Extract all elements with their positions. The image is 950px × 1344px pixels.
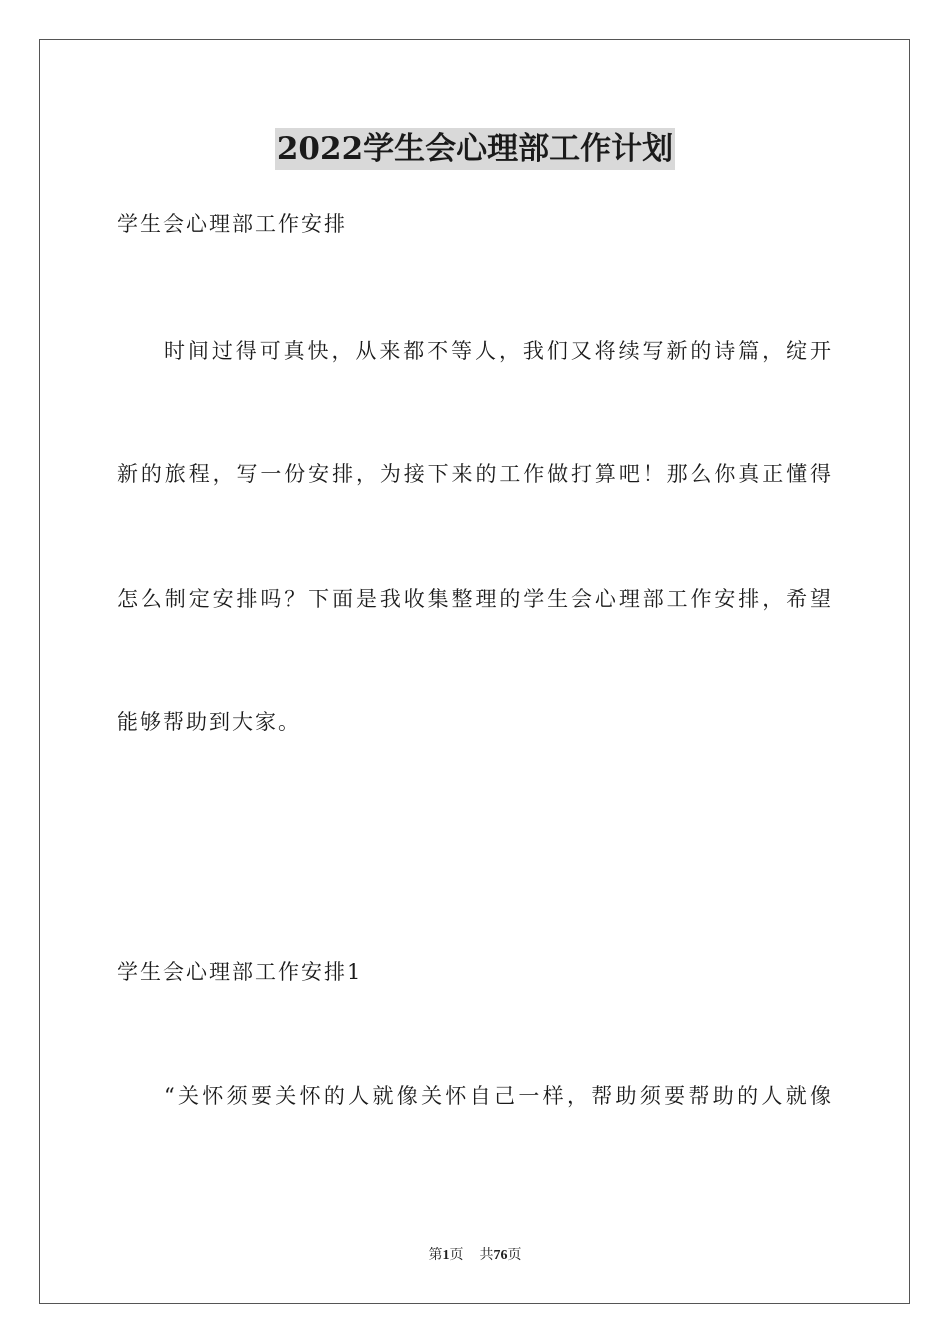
paragraph-line: 新的旅程，写一份安排，为接下来的工作做打算吧！那么你真正懂得 [117, 462, 833, 486]
document-title: 2022学生会心理部工作计划 [275, 128, 675, 170]
total-label-prefix: 共 [479, 1248, 494, 1263]
section-heading: 学生会心理部工作安排1 [117, 960, 363, 984]
total-pages: 76 [493, 1248, 508, 1263]
total-label-suffix: 页 [507, 1248, 522, 1263]
page-number: 1 [442, 1248, 450, 1263]
page-label-suffix: 页 [449, 1248, 464, 1263]
paragraph-line: 时间过得可真快，从来都不等人，我们又将续写新的诗篇，绽开 [164, 339, 833, 363]
section-heading: 学生会心理部工作安排 [117, 212, 347, 236]
paragraph-line: 能够帮助到大家。 [117, 710, 301, 734]
page-label-prefix: 第 [428, 1248, 443, 1263]
paragraph-line: “关怀须要关怀的人就像关怀自己一样，帮助须要帮助的人就像 [164, 1084, 833, 1108]
title-container [0, 128, 950, 170]
paragraph-line: 怎么制定安排吗？下面是我收集整理的学生会心理部工作安排，希望 [117, 587, 833, 611]
page-footer [0, 1246, 950, 1266]
